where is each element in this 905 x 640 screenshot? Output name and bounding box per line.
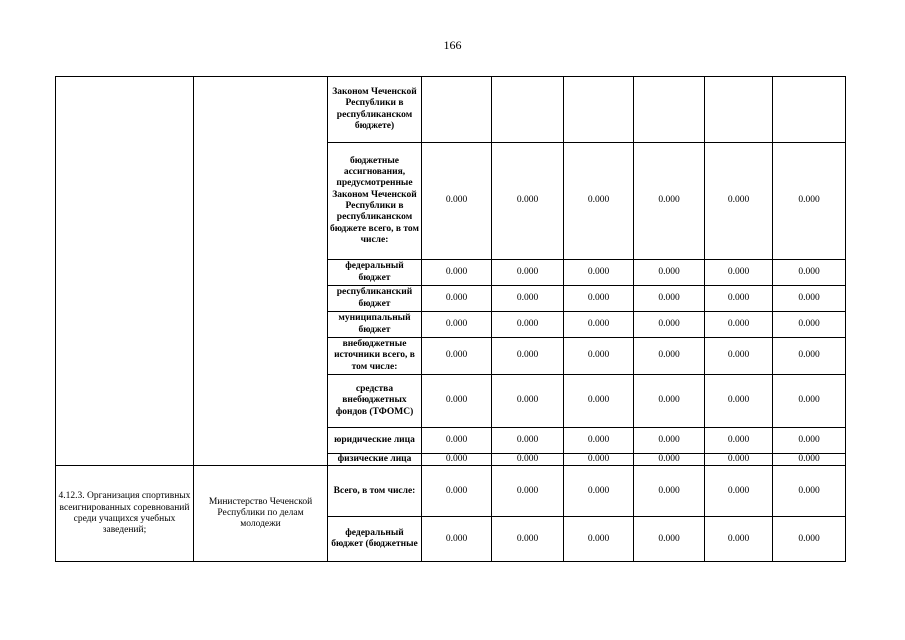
value-cell: 0.000 <box>422 286 492 312</box>
value-cell: 0.000 <box>705 375 773 428</box>
value-cell: 0.000 <box>564 143 634 260</box>
funding-source: бюджетные ассигнования, предусмотренные Законом Чеченской Республики в республиканском бюджете всего, в том числе: <box>328 143 422 260</box>
value-cell: 0.000 <box>422 260 492 286</box>
funding-source: федеральный бюджет (бюджетные <box>328 517 422 562</box>
value-cell: 0.000 <box>422 375 492 428</box>
value-cell: 0.000 <box>492 466 564 517</box>
value-cell: 0.000 <box>634 454 705 466</box>
value-cell: 0.000 <box>422 143 492 260</box>
value-cell: 0.000 <box>705 260 773 286</box>
value-cell: 0.000 <box>564 312 634 338</box>
value-cell: 0.000 <box>564 260 634 286</box>
value-cell: 0.000 <box>773 517 846 562</box>
funding-source: внебюджетные источники всего, в том числе: <box>328 338 422 375</box>
value-cell <box>492 77 564 143</box>
value-cell: 0.000 <box>773 454 846 466</box>
value-cell: 0.000 <box>492 312 564 338</box>
value-cell: 0.000 <box>564 428 634 454</box>
funding-source: юридические лица <box>328 428 422 454</box>
value-cell <box>634 77 705 143</box>
value-cell: 0.000 <box>773 286 846 312</box>
value-cell <box>773 77 846 143</box>
value-cell: 0.000 <box>634 428 705 454</box>
value-cell: 0.000 <box>492 375 564 428</box>
value-cell: 0.000 <box>705 312 773 338</box>
value-cell: 0.000 <box>422 312 492 338</box>
value-cell: 0.000 <box>705 428 773 454</box>
value-cell: 0.000 <box>564 338 634 375</box>
funding-source: Законом Чеченской Республики в республиканском бюджете) <box>328 77 422 143</box>
value-cell: 0.000 <box>422 428 492 454</box>
value-cell: 0.000 <box>634 517 705 562</box>
funding-source: муниципальный бюджет <box>328 312 422 338</box>
value-cell: 0.000 <box>773 338 846 375</box>
value-cell: 0.000 <box>705 143 773 260</box>
value-cell: 0.000 <box>773 260 846 286</box>
page-number: 166 <box>443 38 462 52</box>
value-cell: 0.000 <box>773 312 846 338</box>
value-cell: 0.000 <box>634 338 705 375</box>
value-cell: 0.000 <box>773 428 846 454</box>
value-cell <box>422 77 492 143</box>
event-cell-empty <box>56 77 194 466</box>
value-cell: 0.000 <box>422 517 492 562</box>
value-cell: 0.000 <box>564 375 634 428</box>
value-cell: 0.000 <box>564 517 634 562</box>
value-cell: 0.000 <box>773 466 846 517</box>
funding-source: федеральный бюджет <box>328 260 422 286</box>
value-cell: 0.000 <box>773 143 846 260</box>
value-cell: 0.000 <box>634 466 705 517</box>
value-cell: 0.000 <box>492 517 564 562</box>
funding-source: республиканский бюджет <box>328 286 422 312</box>
value-cell: 0.000 <box>492 428 564 454</box>
value-cell: 0.000 <box>773 375 846 428</box>
value-cell: 0.000 <box>492 286 564 312</box>
activity-name: 4.12.3. Организация спортивных всеигнированных соревнований среди учащихся учебных заведений; <box>56 466 194 562</box>
table-row <box>56 466 846 517</box>
value-cell: 0.000 <box>492 260 564 286</box>
funding-source: Всего, в том числе: <box>328 466 422 517</box>
value-cell: 0.000 <box>634 286 705 312</box>
value-cell: 0.000 <box>492 143 564 260</box>
funding-source: физические лица <box>328 454 422 466</box>
table-row <box>56 77 846 143</box>
funding-source: средства внебюджетных фондов (ТФОМС) <box>328 375 422 428</box>
value-cell: 0.000 <box>634 312 705 338</box>
executor-cell-empty <box>194 77 328 466</box>
budget-table <box>55 76 846 562</box>
value-cell: 0.000 <box>564 286 634 312</box>
value-cell: 0.000 <box>422 338 492 375</box>
value-cell: 0.000 <box>705 517 773 562</box>
value-cell: 0.000 <box>634 375 705 428</box>
value-cell: 0.000 <box>492 338 564 375</box>
value-cell: 0.000 <box>634 143 705 260</box>
value-cell: 0.000 <box>422 466 492 517</box>
value-cell: 0.000 <box>705 466 773 517</box>
value-cell: 0.000 <box>492 454 564 466</box>
value-cell <box>705 77 773 143</box>
value-cell: 0.000 <box>422 454 492 466</box>
value-cell <box>564 77 634 143</box>
value-cell: 0.000 <box>705 454 773 466</box>
value-cell: 0.000 <box>564 454 634 466</box>
activity-executor: Министерство Чеченской Республики по делам молодежи <box>194 466 328 562</box>
value-cell: 0.000 <box>564 466 634 517</box>
value-cell: 0.000 <box>634 260 705 286</box>
value-cell: 0.000 <box>705 338 773 375</box>
value-cell: 0.000 <box>705 286 773 312</box>
